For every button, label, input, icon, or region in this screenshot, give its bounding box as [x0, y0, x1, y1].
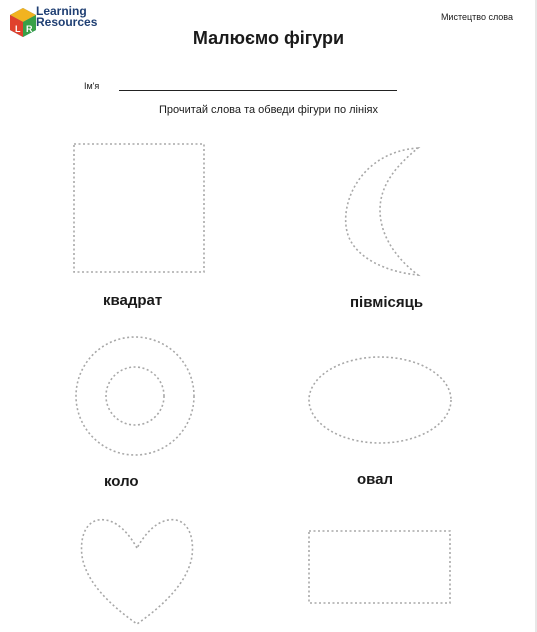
square-shape-icon: [74, 144, 204, 272]
shape-label-square: квадрат: [103, 292, 163, 309]
heart-shape-icon: [82, 520, 193, 624]
logo-line1: Learning: [36, 4, 87, 18]
shape-label-crescent: півмісяць: [350, 294, 424, 311]
svg-text:L: L: [15, 24, 21, 34]
shape-label-oval: овал: [357, 471, 394, 488]
logo-line2: Resources: [36, 15, 98, 29]
shape-label-circle: коло: [104, 473, 139, 490]
crescent-shape-icon: [346, 148, 418, 275]
svg-text:R: R: [26, 24, 33, 34]
page-title: Малюємо фігури: [192, 28, 345, 48]
circle-shape-icon: [76, 337, 194, 455]
name-label: Ім'я: [84, 81, 100, 91]
category-label: Мистецтво слова: [440, 12, 513, 22]
oval-shape-icon: [309, 357, 451, 443]
rectangle-shape-icon: [309, 531, 450, 603]
instruction-text: Прочитай слова та обведи фігури по лініях: [159, 104, 378, 116]
